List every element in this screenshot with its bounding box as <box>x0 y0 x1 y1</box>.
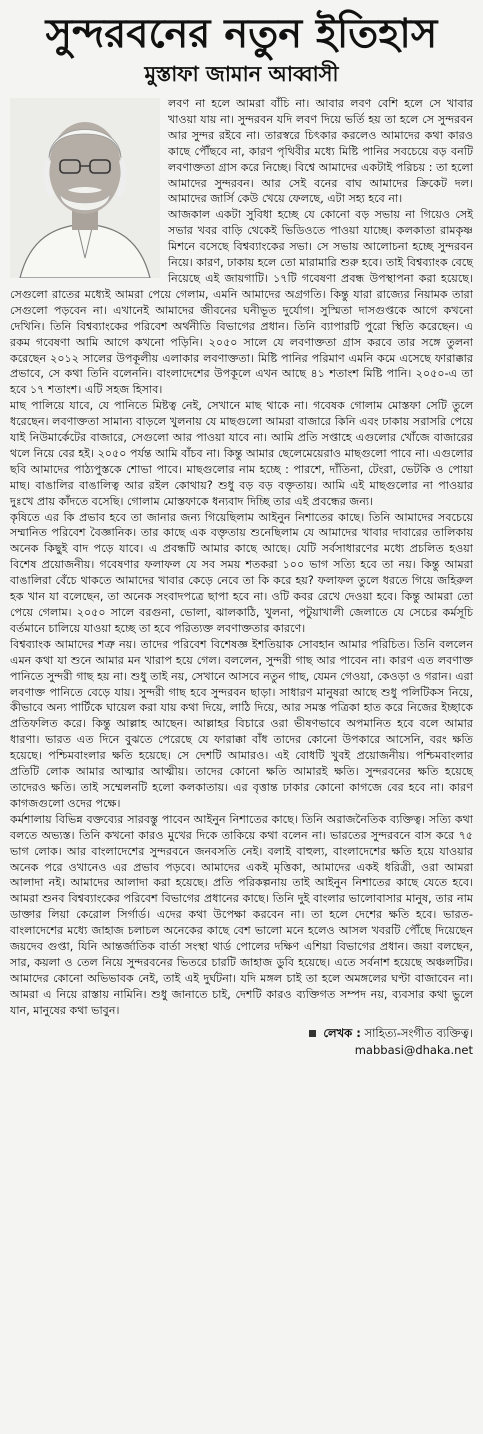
writer-label: লেখক : <box>323 1025 361 1040</box>
article-paragraph: কৃষিতে এর কি প্রভাব হবে তা জানার জন্য গিয়েছিলাম আইনুন নিশাতের কাছে। তিনি আমাদের সবচেয়ে সম্মানিত পরিবেশ বৈজ্ঞানিক। তার কাছে এক বক্তৃতায় শুনেছিলাম যে আমাদের খাবার দাবারের তালিকায় অনেক কিছুই বাদ পড়ে যাবে। এ প্রবন্ধটি আমার কাছে আছে। যেটি সর্বসাধারণের মধ্যে প্রচলিত হওয়া বিশেষ প্রয়োজনীয়। গবেষণার ফলাফল যে সব সময় শতকরা ১০০ ভাগ সত্যি হবে তা নয়। কিন্তু আমরা বাঙালিরা বেঁচে থাকতে আমাদের খাবার কেড়ে নেবে তা কি করে হয়? ফলাফল তুলে ধরতে গিয়ে জহিরুল হক খান যা বলেছেন, তা অনেক সংবাদপত্রে ছাপা হবে না। ওটি কবর রেখে দেওয়া হবে। কিন্তু আমরা তো পেয়ে গেলাম। ২০৫০ সালে বরগুনা, ভোলা, ঝালকাঠি, খুলনা, পটুয়াখালী জেলাতে যে সেচের কর্মসূচি বর্তমানে চালিয়ে যাওয়া হচ্ছে তা হবে পরিত্যক্ত লবণাক্ততার কারণে। <box>10 510 473 635</box>
article-paragraph: লবণ না হলে আমরা বাঁচি না। আবার লবণ বেশি হলে সে খাবার খাওয়া যায় না। সুন্দরবন যদি লবণ দিয়ে ভর্তি হয় তা হলে সে সুন্দরবন আর সুন্দর রইবে না। তারস্বরে চিৎকার করলেও আমাদের কথা কারও কাছে পৌঁছবে না, কারণ পৃথিবীর মধ্যে মিষ্টি পানির সবচেয়ে বড় বনটি লবণাক্ততা গ্রাস করে নিচ্ছে। বিশ্বে আমাদের একটাই পরিচয় : তা হলো আমাদের সুন্দরবন। আর সেই বনের বাঘ আমাদের ক্রিকেট দল। আমাদের জার্সি কেউ খেয়ে ফেলছে, এটা সহ্য হবে না। <box>168 97 473 206</box>
author-email: mabbasi@dhaka.net <box>354 1042 473 1057</box>
article-paragraph: কর্মশালায় বিভিন্ন বক্তব্যের সারবস্তু পাবেন আইনুন নিশাতের কাছে। তিনি অরাজনৈতিক ব্যক্তিত্ব। সত্যি কথা বলতে অভ্যস্ত। তিনি কখনো কারও মুখের দিকে তাকিয়ে কথা বলেন না। ভারতের সুন্দরবনে বাস করে ৭৫ ভাগ লোক। আর বাংলাদেশের সুন্দরবনে জনবসতি নেই। বলাই বাহুল্য, বাংলাদেশের ক্ষতি হয়ে যাওয়ার অনেক পরে ওখানেও এর প্রভাব পড়বে। আমাদের একই মৃত্তিকা, আমাদের একই ধরিত্রী, ওরা আমরা আলাদা নই। আমাদের আলাদা করা হয়েছে। প্রতি পরিকল্পনায় তাই আইনুন নিশাতের কাছে যেতে হবে। আমরা শুনব বিশ্বব্যাংকের পরিবেশ বিভাগের প্রধানের কাছে। তিনি দুই বাংলার ভালোবাসার মানুষ, তার নাম ডাক্তার লিয়া কেরোল সির্গার্ড। এদের কথা উপেক্ষা করবেন না। তা হলে দেশের ক্ষতি হবে। ভারত-বাংলাদেশের মধ্যে জাহাজ চলাচল অনেকের কাছে বেশ ভালো মনে হলেও আসল খবরটি পৌঁছে দিয়েছেন জয়দেব গুপ্তা, যিনি আন্তর্জাতিক বার্তা সংস্থা থার্ড পোলের দক্ষিণ এশিয়া বিভাগের প্রধান। জয়া বলছেন, সার, কয়লা ও তেল নিয়ে সুন্দরবনের ভিতরে চারটি জাহাজ ডুবি হয়েছে। এতে সর্বনাশ হয়েছে অঞ্চলটির। আমাদের কোনো অভিভাবক নেই, তাই এই দুর্ঘটনা। যদি মঙ্গল চাই তা হলে অমঙ্গলের ঘণ্টা বাজাবেন না। আমরা এ নিয়ে রাস্তায় নামিনি। শুধু জানাতে চাই, দেশটি কারও ব্যক্তিগত সম্পদ নয়, ব্যবসার কথা ভুলে যান, মানুষের কথা ভাবুন। <box>10 812 473 1017</box>
square-bullet-icon <box>309 1030 316 1037</box>
article-headline: সুন্দরবনের নতুন ইতিহাস <box>45 10 438 57</box>
author-portrait-image <box>10 98 160 278</box>
article-paragraph: আজকাল একটা সুবিধা হচ্ছে যে কোনো বড় সভায় না গিয়েও সেই সভার খবর বাড়ি থেকেই ভিডিওতে পাওয়া যাচ্ছে। কলকাতা রামকৃষ্ণ মিশনে বসেছে বিশ্বব্যাংকের সভা। সে সভায় আলোচনা হচ্ছে সুন্দরবন নিয়ে। কারণ, ঢাকায় হলে তো মারামারি শুরু হবে। তাই বিশ্বব্যাংক বেছে নিয়েছে এই জায়গাটি। ১৭টি গবেষণা প্রবন্ধ উপস্থাপনা করা হয়েছে। সেগুলো রাতের মধ্যেই আমরা পেয়ে গেলাম, এমনি আমাদের অগ্রগতি। কিন্তু যারা রাজ্যের নিয়ামক তারা সেগুলো পড়বেন না। এখানেই আমাদের জীবনের ঘনীভূত দুর্যোগ। সুস্মিতা দাসগুপ্তকে আগে কখনো দেখিনি। তিনি বিশ্বব্যাংকের পরিবেশ অর্থনীতি বিভাগের প্রধান। তিনি ব্যাপারটি পুরো স্থিতি করেছেন। এ রকম গবেষণা আমি আগে কখনো পড়িনি। ২০৫০ সালে যে লবণাক্ততা গ্রাস করবে তার সঙ্গে তুলনা করেছেন ২০১২ সালের উপকূলীয় এলাকার লবণাক্ততা। মিষ্টি পানির পরিমাণ এমনি কমে এসেছে ফারাক্কার প্রভাবে, সে কথা তিনি বলেননি। বাংলাদেশের উপকূলে এখন আছে ৪১ শতাংশ মিষ্টি পানি। ২০৫০-এ তা হবে ১৭ শতাংশ। এটি সহজ হিসাব। <box>10 208 473 397</box>
article-paragraph: মাছ পালিয়ে যাবে, যে পানিতে মিষ্টত্ব নেই, সেখানে মাছ থাকে না। গবেষক গোলাম মোস্তফা সেটি তুলে ধরেছেন। লবণাক্ততা সামান্য বাড়লে খুলনায় যে মাছগুলো আমরা বাজারে কিনি এবং ঢাকায় সরাসরি পেয়ে যাই নিউমার্কেটের বাজারে, সেগুলো আর পাওয়া যাবে না। আমি প্রতি সপ্তাহে এগুলোর খোঁজে বাজারের থলে নিয়ে বের হই। ২০৫০ পর্যন্ত আমি বাঁচব না। কিন্তু আমার ছেলেমেয়েরাও মাছগুলো পাবে না। এগুলোর ছবি আমাদের পাঠ্যপুস্তকে শোভা পাবে। মাছগুলোর নাম হচ্ছে : পারশে, দাঁতিনা, টেংরা, ভেটকি ও পোয়া মাছ। বাঙালির বাঙালিত্ব আর রইল কোথায়? শুধু বড় বড় বক্তৃতায়। আমি এই মাছগুলোর না পাওয়ার দুঃখে প্রায় কাঁদতে বসেছি। গোলাম মোস্তফাকে ধন্যবাদ দিচ্ছি তার এই প্রবন্ধের জন্য। <box>10 399 473 508</box>
author-footer <box>10 1025 473 1059</box>
article-paragraph: বিশ্বব্যাংক আমাদের শত্রু নয়। তাদের পরিবেশ বিশেষজ্ঞ ইশতিয়াক সোবহান আমার পরিচিত। তিনি বললেন এমন কথা যা শুনে আমার মন খারাপ হয়ে গেল। বললেন, সুন্দরী গাছ আর পাবেন না। কারণ এত লবণাক্ত পানিতে সুন্দরী গাছ হয় না। শুধু তাই নয়, সেখানে আসবে নতুন গাছ, যেমন গেওয়া, কেওড়া ও গরান। এরা লবণাক্ত পানিতে বেড়ে যায়। সুন্দরী গাছ হবে সুন্দরবন ছাড়া। সাধারণ মানুষরা আছে শুধু পলিটিকস নিয়ে, কীভাবে অন্য পার্টিকে ঘায়েল করা যায় কথা দিয়ে, লাঠি দিয়ে, আর সমস্ত পত্রিকা হাত করে নিজের ইচ্ছাকে প্রতিফলিত করে। কিন্তু আল্লাহ আছেন। আল্লাহর বিচারে ওরা ভীষণভাবে অপমানিত হবে বলে আমার ধারণা। ভারত এত দিনে বুঝতে পেরেছে যে ফারাক্কা বাঁধ তাদের কোনো উপকারে আসেনি, বরং ক্ষতি হয়েছে। পশ্চিমবাংলার ক্ষতি হয়েছে। সে দেশটি আমারও। এই বোধটি খুবই প্রয়োজনীয়। পশ্চিমবাংলার প্রতিটি লোক আমার আত্মার আত্মীয়। তাদের কোনো ক্ষতি আমারই ক্ষতি। সুন্দরবনের ক্ষতি হয়েছে তাদেরও ক্ষতি। তাই সম্মেলনটি হলো কলকাতায়। এর বৃত্তান্ত ঢাকার কোনো কাগজে বের হবে না। কারণ কাগজগুলো ওদের পক্ষে। <box>10 637 473 810</box>
article-body <box>10 96 473 1019</box>
writer-description: সাহিত্য-সংগীত ব্যক্তিত্ব। <box>364 1025 473 1040</box>
writer-credit <box>10 1025 473 1042</box>
author-portrait <box>10 98 160 278</box>
article-byline: মুস্তাফা জামান আব্বাসী <box>144 61 339 86</box>
